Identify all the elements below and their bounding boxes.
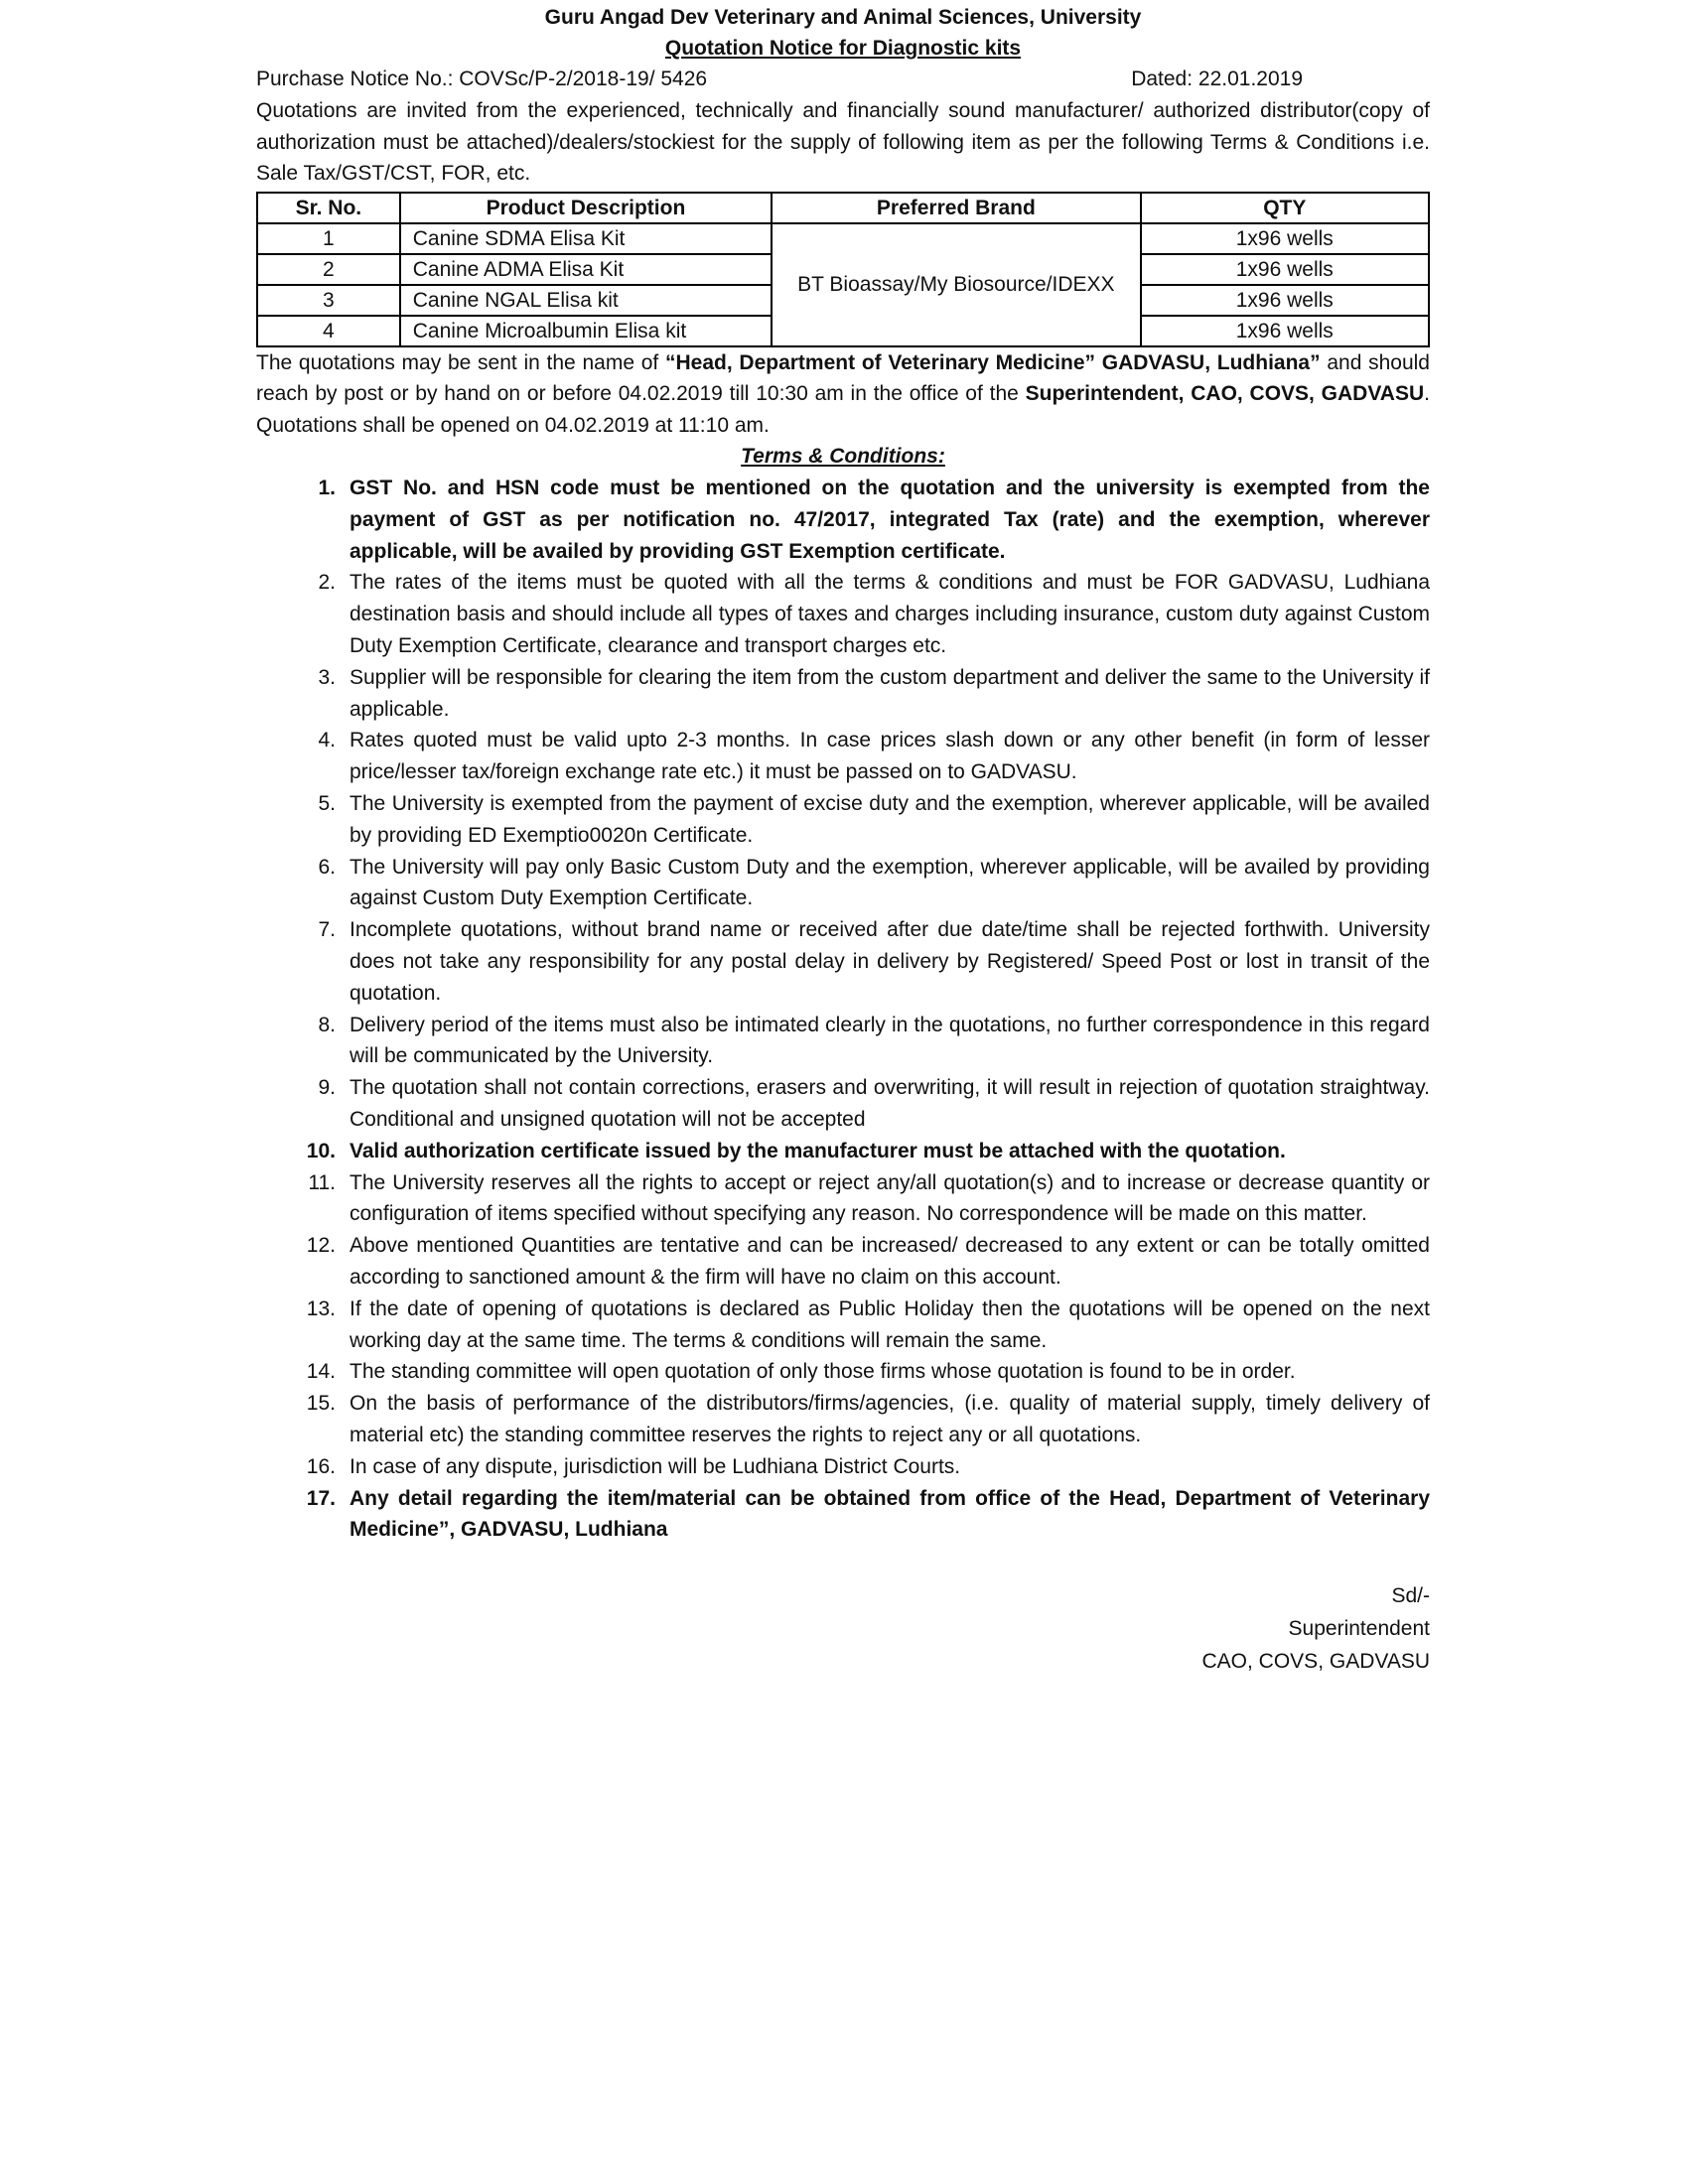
list-item [256,914,1430,1009]
term-text: Rates quoted must be valid upto 2-3 months. In case prices slash down or any other benefit (in form of lesser price/lesser tax/foreign exchange rate etc.) it must be passed on to GADVASU. [350,729,1430,784]
submission-text-2: and should reach by post or by hand on or before 04.02.2019 till 10:30 am in the office of the [256,350,1430,405]
cell-qty: 1x96 wells [1141,285,1429,316]
term-number: 10. [306,1139,336,1162]
list-item [256,1451,1430,1483]
term-text: The University will pay only Basic Custom Duty and the exemption, wherever applicable, will be availed by providing against Custom Duty Exemption Certificate. [350,855,1430,910]
cell-product: Canine SDMA Elisa Kit [400,223,772,254]
cell-sr: 2 [257,254,400,285]
list-item [256,1230,1430,1294]
term-number: 3. [318,665,336,689]
term-number: 1. [318,477,336,499]
term-number: 6. [318,855,336,879]
term-text: Above mentioned Quantities are tentative and can be increased/ decreased to any extent or can be totally omitted according to sanctioned amount & the firm will have no claim on this account. [350,1234,1430,1289]
document-page [256,0,1430,1678]
term-text: The standing committee will open quotation of only those firms whose quotation is found to be in order. [350,1360,1296,1384]
list-item [256,725,1430,788]
list-item [256,852,1430,915]
list-item [256,567,1430,661]
items-table [256,192,1430,347]
submission-text-3: . Quotations shall be opened on 04.02.2019 at 11:10 am. [256,382,1430,437]
term-text: Valid authorization certificate issued by the manufacturer must be attached with the quotation. [350,1139,1286,1162]
purchase-notice-number: Purchase Notice No.: COVSc/P-2/2018-19/ 5426 [256,68,708,90]
cell-qty: 1x96 wells [1141,254,1429,285]
list-item [256,1356,1430,1388]
term-text: If the date of opening of quotations is declared as Public Holiday then the quotations will be opened on the next working day at the same time. The terms & conditions will remain the same. [350,1297,1430,1352]
cell-product: Canine NGAL Elisa kit [400,285,772,316]
list-item [256,1010,1430,1073]
header-product-description: Product Description [400,193,772,223]
cell-sr: 1 [257,223,400,254]
terms-heading: Terms & Conditions: [741,445,945,468]
terms-list [256,473,1430,1546]
table-row [257,223,1429,254]
cell-qty: 1x96 wells [1141,316,1429,346]
cell-sr: 3 [257,285,400,316]
term-text: The quotation shall not contain corrections, erasers and overwriting, it will result in rejection of quotation straightway. Conditional and unsigned quotation will not be accepted [350,1076,1430,1131]
term-text: On the basis of performance of the distributors/firms/agencies, (i.e. quality of material supply, timely delivery of material etc) the standing committee reserves the rights to reject any or all quotations. [350,1392,1430,1446]
cell-preferred-brand: BT Bioassay/My Biosource/IDEXX [772,223,1140,346]
header-sr-no: Sr. No. [257,193,400,223]
list-item [256,1483,1430,1547]
term-number: 14. [306,1360,336,1384]
list-item [256,1136,1430,1167]
term-number: 7. [318,918,336,942]
header-preferred-brand: Preferred Brand [772,193,1140,223]
term-number: 17. [306,1486,336,1510]
term-text: Incomplete quotations, without brand name or received after due date/time shall be rejected forthwith. University does not take any responsibility for any postal delay in delivery by Registered/ Speed Post or lost in transit of the quotation. [350,918,1430,1005]
notice-reference-row [256,64,1430,95]
term-text: The University reserves all the rights to accept or reject any/all quotation(s) and to increase or decrease quantity or configuration of items specified without specifying any reason. No correspondence will be made on this matter. [350,1170,1430,1226]
term-number: 5. [318,791,336,815]
cell-product: Canine Microalbumin Elisa kit [400,316,772,346]
term-number: 2. [318,571,336,595]
term-number: 11. [308,1170,336,1194]
term-number: 15. [306,1392,336,1416]
signature-sd: Sd/- [1391,1584,1430,1608]
cell-qty: 1x96 wells [1141,223,1429,254]
list-item [256,1072,1430,1136]
list-item [256,662,1430,726]
notice-date: Dated: 22.01.2019 [1131,68,1303,90]
table-header-row [257,193,1429,223]
term-number: 8. [318,1013,336,1036]
list-item [256,1388,1430,1451]
term-number: 12. [306,1234,336,1258]
term-text: In case of any dispute, jurisdiction will be Ludhiana District Courts. [350,1454,961,1478]
list-item [256,1167,1430,1231]
term-number: 16. [306,1454,336,1478]
list-item [256,788,1430,852]
cell-product: Canine ADMA Elisa Kit [400,254,772,285]
notice-title: Quotation Notice for Diagnostic kits [664,37,1022,60]
cell-sr: 4 [257,316,400,346]
header-qty: QTY [1141,193,1429,223]
term-text: GST No. and HSN code must be mentioned on the quotation and the university is exempted from the payment of GST as per notification no. 47/2017, integrated Tax (rate) and the exemption, wherever applicable, will be availed by providing GST Exemption certificate. [350,477,1430,563]
signature-office: CAO, COVS, GADVASU [1201,1650,1430,1674]
term-text: Supplier will be responsible for clearing the item from the custom department and deliver the same to the University if applicable. [350,665,1430,721]
term-number: 4. [318,729,336,752]
submission-addressee: “Head, Department of Veterinary Medicine” GADVASU, Ludhiana” [664,350,1321,374]
term-text: Delivery period of the items must also be intimated clearly in the quotations, no further correspondence in this regard will be communicated by the University. [350,1013,1430,1068]
term-text: The University is exempted from the payment of excise duty and the exemption, wherever applicable, will be availed by providing ED Exemptio0020n Certificate. [350,791,1430,847]
submission-text-1: The quotations may be sent in the name of [256,350,665,374]
term-number: 13. [306,1297,336,1320]
term-text: The rates of the items must be quoted with all the terms & conditions and must be FOR GADVASU, Ludhiana destination basis and should include all types of taxes and charges including insurance, custom duty against Custom Duty Exemption Certificate, clearance and transport charges etc. [350,571,1430,657]
intro-paragraph: Quotations are invited from the experienced, technically and financially sound manufacturer/ authorized distributor(copy of authorization must be attached)/dealers/stockiest for the supply of following item as per the following Terms & Conditions i.e. Sale Tax/GST/CST, FOR, etc. [256,99,1430,185]
term-text: Any detail regarding the item/material can be obtained from office of the Head, Department of Veterinary Medicine”, GADVASU, Ludhiana [350,1486,1430,1542]
university-name: Guru Angad Dev Veterinary and Animal Sciences, University [544,6,1142,29]
signature-block [256,1579,1430,1678]
term-number: 9. [318,1076,336,1100]
list-item [256,1294,1430,1357]
signature-designation: Superintendent [1288,1617,1430,1641]
submission-paragraph [256,347,1430,442]
list-item [256,473,1430,567]
submission-office: Superintendent, CAO, COVS, GADVASU [1025,382,1425,405]
